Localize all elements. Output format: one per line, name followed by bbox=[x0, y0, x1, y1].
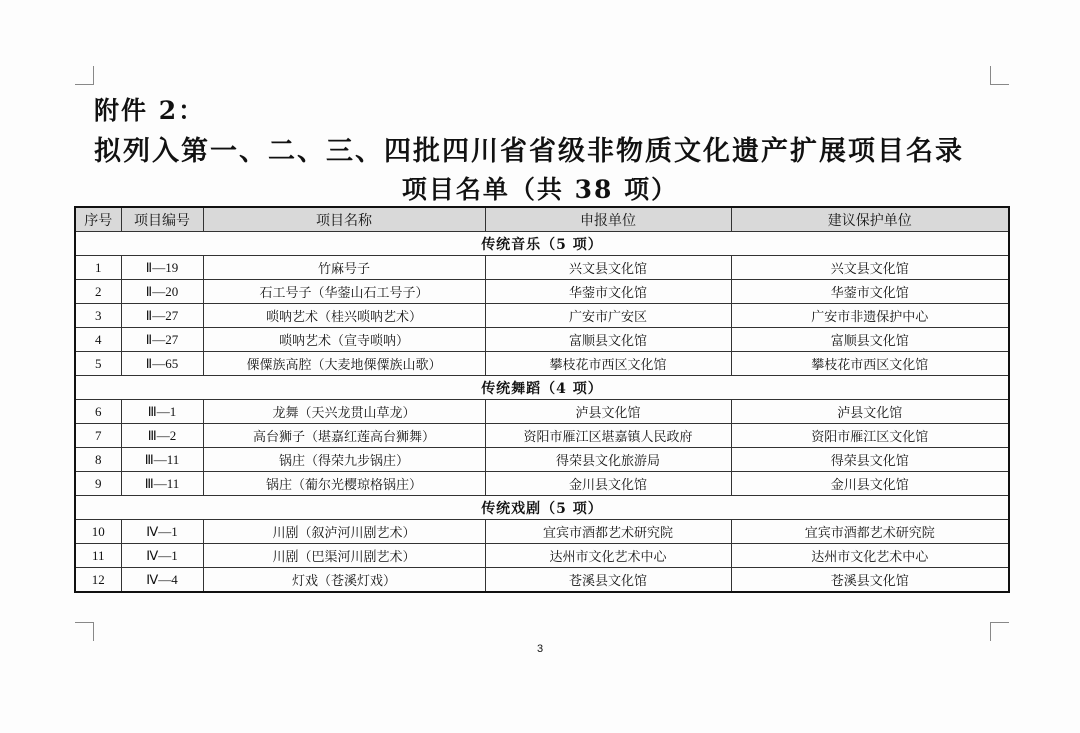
cell-protector: 得荣县文化馆 bbox=[731, 448, 1009, 472]
crop-mark-top-left bbox=[75, 66, 94, 85]
cell-code: Ⅲ—1 bbox=[121, 400, 203, 424]
cell-code: Ⅳ—1 bbox=[121, 544, 203, 568]
cell-seq: 6 bbox=[75, 400, 121, 424]
cell-applicant: 泸县文化馆 bbox=[485, 400, 731, 424]
cell-applicant: 得荣县文化旅游局 bbox=[485, 448, 731, 472]
cell-applicant: 攀枝花市西区文化馆 bbox=[485, 352, 731, 376]
cell-code: Ⅱ—27 bbox=[121, 328, 203, 352]
cell-protector: 宜宾市酒都艺术研究院 bbox=[731, 520, 1009, 544]
header-seq: 序号 bbox=[75, 207, 121, 232]
cell-applicant: 华蓥市文化馆 bbox=[485, 280, 731, 304]
cell-code: Ⅱ—19 bbox=[121, 256, 203, 280]
cell-protector: 达州市文化艺术中心 bbox=[731, 544, 1009, 568]
cell-seq: 10 bbox=[75, 520, 121, 544]
cell-name: 川剧（叙泸河川剧艺术） bbox=[203, 520, 485, 544]
cell-name: 灯戏（苍溪灯戏） bbox=[203, 568, 485, 593]
cell-name: 唢呐艺术（桂兴唢呐艺术） bbox=[203, 304, 485, 328]
cell-code: Ⅱ—27 bbox=[121, 304, 203, 328]
header-code: 项目编号 bbox=[121, 207, 203, 232]
cell-name: 傈僳族高腔（大麦地傈僳族山歌） bbox=[203, 352, 485, 376]
cell-seq: 5 bbox=[75, 352, 121, 376]
cell-name: 石工号子（华蓥山石工号子） bbox=[203, 280, 485, 304]
table-row bbox=[75, 280, 1009, 304]
cell-seq: 8 bbox=[75, 448, 121, 472]
table-row bbox=[75, 352, 1009, 376]
cell-name: 竹麻号子 bbox=[203, 256, 485, 280]
cell-protector: 攀枝花市西区文化馆 bbox=[731, 352, 1009, 376]
cell-code: Ⅳ—4 bbox=[121, 568, 203, 593]
cell-seq: 7 bbox=[75, 424, 121, 448]
cell-protector: 苍溪县文化馆 bbox=[731, 568, 1009, 593]
cell-name: 高台狮子（堪嘉红莲高台狮舞） bbox=[203, 424, 485, 448]
category-row bbox=[75, 376, 1009, 400]
table-body bbox=[75, 232, 1009, 593]
table-row bbox=[75, 328, 1009, 352]
document-subtitle: 项目名单（共 38 项） bbox=[401, 175, 679, 204]
project-list-table bbox=[74, 206, 1010, 593]
cell-code: Ⅲ—2 bbox=[121, 424, 203, 448]
header-protector: 建议保护单位 bbox=[731, 207, 1009, 232]
cell-code: Ⅳ—1 bbox=[121, 520, 203, 544]
category-label: 传统戏剧（5 项） bbox=[75, 496, 1009, 520]
cell-code: Ⅱ—65 bbox=[121, 352, 203, 376]
attachment-label: 附件 2： bbox=[94, 96, 206, 125]
page-number: 3 bbox=[536, 643, 544, 655]
table-row bbox=[75, 304, 1009, 328]
cell-name: 锅庄（葡尔光樱琼格锅庄） bbox=[203, 472, 485, 496]
cell-name: 锅庄（得荣九步锅庄） bbox=[203, 448, 485, 472]
cell-seq: 12 bbox=[75, 568, 121, 593]
cell-protector: 兴文县文化馆 bbox=[731, 256, 1009, 280]
cell-applicant: 资阳市雁江区堪嘉镇人民政府 bbox=[485, 424, 731, 448]
cell-seq: 2 bbox=[75, 280, 121, 304]
table-row bbox=[75, 400, 1009, 424]
table-row bbox=[75, 520, 1009, 544]
cell-protector: 华蓥市文化馆 bbox=[731, 280, 1009, 304]
cell-name: 川剧（巴渠河川剧艺术） bbox=[203, 544, 485, 568]
table-row bbox=[75, 448, 1009, 472]
cell-seq: 11 bbox=[75, 544, 121, 568]
cell-protector: 富顺县文化馆 bbox=[731, 328, 1009, 352]
cell-applicant: 宜宾市酒都艺术研究院 bbox=[485, 520, 731, 544]
cell-protector: 广安市非遗保护中心 bbox=[731, 304, 1009, 328]
cell-protector: 金川县文化馆 bbox=[731, 472, 1009, 496]
cell-applicant: 苍溪县文化馆 bbox=[485, 568, 731, 593]
table-row bbox=[75, 424, 1009, 448]
cell-seq: 9 bbox=[75, 472, 121, 496]
category-label: 传统音乐（5 项） bbox=[75, 232, 1009, 256]
category-label: 传统舞蹈（4 项） bbox=[75, 376, 1009, 400]
crop-mark-top-right bbox=[990, 66, 1009, 85]
cell-name: 唢呐艺术（宣寺唢呐） bbox=[203, 328, 485, 352]
cell-applicant: 达州市文化艺术中心 bbox=[485, 544, 731, 568]
category-row bbox=[75, 232, 1009, 256]
cell-code: Ⅲ—11 bbox=[121, 472, 203, 496]
crop-mark-bottom-left bbox=[75, 622, 94, 641]
cell-seq: 4 bbox=[75, 328, 121, 352]
header-name: 项目名称 bbox=[203, 207, 485, 232]
header-applicant: 申报单位 bbox=[485, 207, 731, 232]
cell-code: Ⅱ—20 bbox=[121, 280, 203, 304]
cell-seq: 1 bbox=[75, 256, 121, 280]
cell-applicant: 金川县文化馆 bbox=[485, 472, 731, 496]
cell-name: 龙舞（天兴龙贯山草龙） bbox=[203, 400, 485, 424]
cell-seq: 3 bbox=[75, 304, 121, 328]
category-row bbox=[75, 496, 1009, 520]
table-header-row bbox=[75, 207, 1009, 232]
cell-applicant: 兴文县文化馆 bbox=[485, 256, 731, 280]
table-row bbox=[75, 544, 1009, 568]
cell-applicant: 广安市广安区 bbox=[485, 304, 731, 328]
cell-applicant: 富顺县文化馆 bbox=[485, 328, 731, 352]
cell-protector: 资阳市雁江区文化馆 bbox=[731, 424, 1009, 448]
document-title: 拟列入第一、二、三、四批四川省省级非物质文化遗产扩展项目名录 bbox=[94, 136, 964, 167]
table-row bbox=[75, 568, 1009, 593]
crop-mark-bottom-right bbox=[990, 622, 1009, 641]
table-row bbox=[75, 472, 1009, 496]
cell-code: Ⅲ—11 bbox=[121, 448, 203, 472]
cell-protector: 泸县文化馆 bbox=[731, 400, 1009, 424]
table-row bbox=[75, 256, 1009, 280]
